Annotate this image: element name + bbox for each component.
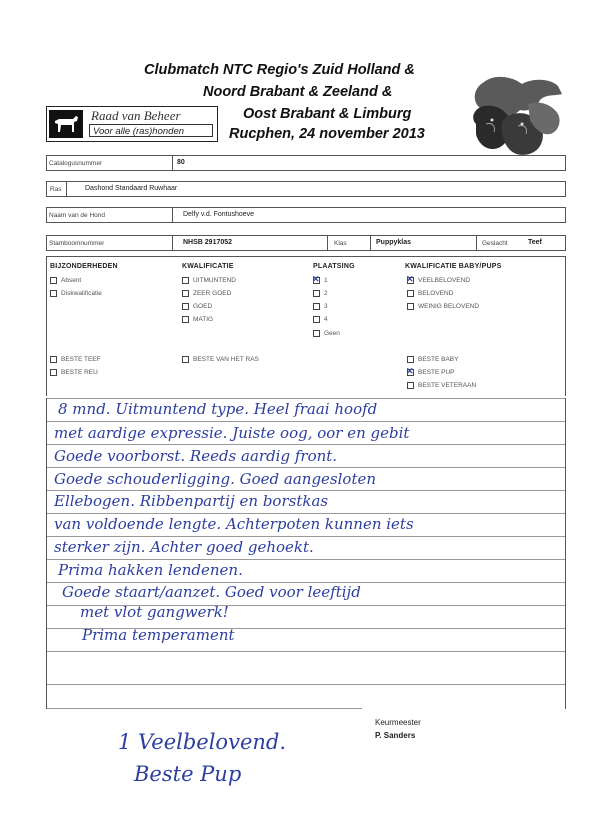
uitmuntend-label: UITMUNTEND xyxy=(193,277,236,284)
report-line-11: Prima temperament xyxy=(82,626,235,644)
absent-checkbox[interactable] xyxy=(50,277,57,284)
dog-name-value: Delfy v.d. Fontushoeve xyxy=(183,211,255,218)
beste-teef-label: BESTE TEEF xyxy=(61,356,101,363)
report-line-5: Ellebogen. Ribbenpartij en borstkas xyxy=(54,492,329,510)
plaatsing-4-label: 4 xyxy=(324,316,328,323)
breed-label: Ras xyxy=(50,186,62,193)
catalogue-number-label: Catalogusnummer xyxy=(49,160,103,167)
diskwalificatie-checkbox[interactable] xyxy=(50,290,57,297)
plaatsing-heading: PLAATSING xyxy=(313,263,355,270)
beste-veteraan-checkbox[interactable] xyxy=(407,382,414,389)
report-line-9: Goede staart/aanzet. Goed voor leeftijd xyxy=(62,583,361,601)
kwalificatie-heading: KWALIFICATIE xyxy=(182,263,234,270)
report-line-1: 8 mnd. Uitmuntend type. Heel fraai hoofd xyxy=(58,400,378,418)
goed-checkbox[interactable] xyxy=(182,303,189,310)
veelbelovend-label: VEELBELOVEND xyxy=(418,277,471,284)
plaatsing-3-label: 3 xyxy=(324,303,328,310)
report-line-2: met aardige expressie. Juiste oog, oor en gebit xyxy=(54,424,410,442)
plaatsing-2-checkbox[interactable] xyxy=(313,290,320,297)
beste-reu-label: BESTE REU xyxy=(61,369,98,376)
handwritten-award: Beste Pup xyxy=(134,762,242,786)
dog-silhouette-icon xyxy=(49,110,83,138)
weinig-belovend-label: WEINIG BELOVEND xyxy=(418,303,480,310)
plaatsing-geen-label: Geen xyxy=(324,330,340,337)
matig-checkbox[interactable] xyxy=(182,316,189,323)
event-title-line2: Noord Brabant & Zeeland & xyxy=(203,84,393,100)
class-value: Puppyklas xyxy=(376,239,412,246)
pedigree-label: Stamboomnummer xyxy=(49,240,105,247)
belovend-checkbox[interactable] xyxy=(407,290,414,297)
veelbelovend-check-mark-icon: ✕ xyxy=(406,274,414,284)
kwalificatie-baby-pups-heading: KWALIFICATIE BABY/PUPS xyxy=(405,263,502,270)
dachshund-heads-illustration xyxy=(462,64,567,164)
breed-value: Dashond Standaard Ruwhaar xyxy=(85,185,178,192)
report-line-4: Goede schouderligging. Goed aangesloten xyxy=(54,470,377,488)
beste-veteraan-label: BESTE VETERAAN xyxy=(418,382,477,389)
raad-van-beheer-logo xyxy=(46,106,218,142)
judge-name: P. Sanders xyxy=(375,731,416,740)
plaatsing-geen-checkbox[interactable] xyxy=(313,330,320,337)
report-line-10: met vlot gangwerk! xyxy=(80,603,229,621)
sex-label: Geslacht xyxy=(482,240,508,247)
beste-teef-checkbox[interactable] xyxy=(50,356,57,363)
beste-baby-label: BESTE BABY xyxy=(418,356,459,363)
beste-van-het-ras-label: BESTE VAN HET RAS xyxy=(193,356,259,363)
report-line-6: van voldoende lengte. Achterpoten kunnen iets xyxy=(54,515,414,533)
report-line-8: Prima hakken lendenen. xyxy=(58,561,243,579)
goed-label: GOED xyxy=(193,303,213,310)
plaatsing-4-checkbox[interactable] xyxy=(313,316,320,323)
handwritten-qualification: 1 Veelbelovend. xyxy=(118,730,287,754)
beste-van-het-ras-checkbox[interactable] xyxy=(182,356,189,363)
beste-pup-label: BESTE PUP xyxy=(418,369,455,376)
sex-value: Teef xyxy=(528,239,542,246)
logo-tagline: Voor alle (ras)honden xyxy=(89,124,213,137)
beste-reu-checkbox[interactable] xyxy=(50,369,57,376)
uitmuntend-checkbox[interactable] xyxy=(182,277,189,284)
diskwalificatie-label: Diskwalificatie xyxy=(61,290,102,297)
pedigree-value: NHSB 2917052 xyxy=(183,239,233,246)
judge-label: Keurmeester xyxy=(375,718,421,727)
weinig-belovend-checkbox[interactable] xyxy=(407,303,414,310)
zeer-goed-label: ZEER GOED xyxy=(193,290,232,297)
report-line-3: Goede voorborst. Reeds aardig front. xyxy=(54,447,338,465)
plaatsing-1-label: 1 xyxy=(324,277,328,284)
zeer-goed-checkbox[interactable] xyxy=(182,290,189,297)
plaatsing-3-checkbox[interactable] xyxy=(313,303,320,310)
plaatsing-2-label: 2 xyxy=(324,290,328,297)
catalogue-number-value: 80 xyxy=(177,159,185,166)
dog-name-label: Naam van de Hond xyxy=(49,212,106,219)
matig-label: MATIG xyxy=(193,316,214,323)
report-line-7: sterker zijn. Achter goed gehoekt. xyxy=(54,538,314,556)
beste-baby-checkbox[interactable] xyxy=(407,356,414,363)
logo-name: Raad van Beheer xyxy=(91,108,181,123)
event-title-line3: Oost Brabant & Limburg xyxy=(243,106,412,122)
event-date: Rucphen, 24 november 2013 xyxy=(229,126,425,142)
plaatsing-1-check-mark-icon: ✕ xyxy=(312,274,320,284)
belovend-label: BELOVEND xyxy=(418,290,454,297)
beste-pup-check-mark-icon: ✕ xyxy=(406,366,414,376)
bijzonderheden-heading: BIJZONDERHEDEN xyxy=(50,263,118,270)
event-title-line1: Clubmatch NTC Regio's Zuid Holland & xyxy=(144,62,415,78)
class-label: Klas xyxy=(334,240,347,247)
absent-label: Absent xyxy=(61,277,82,284)
